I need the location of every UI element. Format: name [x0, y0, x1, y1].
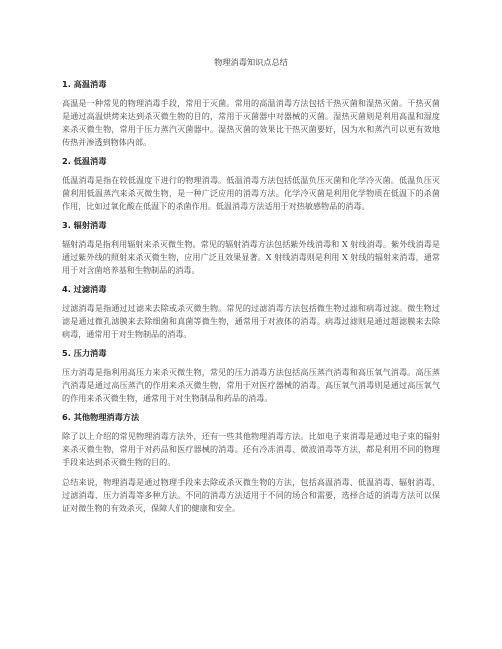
- section-heading: 6. 其他物理消毒方法: [62, 412, 140, 422]
- section-heading: 1. 高温消毒: [62, 79, 107, 89]
- section-heading: 2. 低温消毒: [62, 156, 107, 166]
- section-pressure: [62, 348, 440, 405]
- section-paragraph: 压力消毒是指利用高压力来杀灭微生物，常见的压力消毒方法包括高压蒸汽消毒和高压氧气消毒。高压蒸汽消毒是通过高压蒸汽的作用来杀灭微生物，常用于对医疗器械的消毒。高压氧气消毒则是通过高压氧气的作用来杀灭微生物，通常用于对生物制品和药品的消毒。: [62, 367, 440, 403]
- section-paragraph: 辐射消毒是指利用辐射来杀灭微生物。常见的辐射消毒方法包括紫外线消毒和 X 射线消毒。紫外线消毒是通过紫外线的照射来杀灭微生物，应用广泛且效果显著。X 射线消毒则是利用 X 射线的辐射来消毒，通常用于对含菌培养基和生物制品的消毒。: [62, 239, 440, 275]
- section-paragraph: 高温是一种常见的物理消毒手段，常用于灭菌。常用的高温消毒方法包括干热灭菌和湿热灭菌。干热灭菌是通过高温烘烤来达到杀灭微生物的目的，常用于灭菌器中对器械的灭菌。湿热灭菌则是利用高温和湿度来杀灭微生物，常用于压力蒸汽灭菌器中。湿热灭菌的效果比干热灭菌要好，因为水和蒸汽可以更有效地传热并渗透到物体内部。: [62, 98, 440, 147]
- section-heading: 5. 压力消毒: [62, 348, 107, 358]
- section-radiation: [62, 220, 440, 277]
- section-paragraph: 低温消毒是指在较低温度下进行的物理消毒。低温消毒方法包括低温负压灭菌和化学冷灭菌。低温负压灭菌利用低温蒸汽来杀灭微生物，是一种广泛应用的消毒方法。化学冷灭菌是利用化学物质在低温下的杀菌作用，比如过氧化酸在低温下的杀菌作用。低温消毒方法适用于对热敏感物品的消毒。: [62, 175, 440, 211]
- section-filtration: [62, 284, 440, 341]
- section-high-temperature: [62, 79, 440, 149]
- section-heading: 4. 过滤消毒: [62, 284, 107, 294]
- section-low-temperature: [62, 156, 440, 213]
- section-other-methods: [62, 412, 440, 515]
- section-paragraph: 过滤消毒是指通过过滤来去除或杀灭微生物。常见的过滤消毒方法包括微生物过滤和病毒过滤。微生物过滤是通过微孔滤膜来去除细菌和真菌等微生物，通常用于对液体的消毒。病毒过滤则是通过超滤膜来去除病毒，通常用于对生物制品的消毒。: [62, 303, 440, 339]
- document-title: 物理消毒知识点总结: [214, 57, 288, 67]
- section-paragraph: 除了以上介绍的常见物理消毒方法外，还有一些其他物理消毒方法。比如电子束消毒是通过电子束的辐射来杀灭微生物，常用于对药品和医疗器械的消毒。还有冷冻消毒、微波消毒等方法，都是利用不同的物理手段来达到杀灭微生物的目的。: [62, 431, 440, 467]
- summary-paragraph: 总结来说，物理消毒是通过物理手段来去除或杀灭微生物的方法，包括高温消毒、低温消毒、辐射消毒、过滤消毒、压力消毒等多种方法。不同的消毒方法适用于不同的场合和需要，选择合适的消毒方法可以保证对微生物的有效杀灭，保障人们的健康和安全。: [62, 477, 440, 513]
- section-heading: 3. 辐射消毒: [62, 220, 107, 230]
